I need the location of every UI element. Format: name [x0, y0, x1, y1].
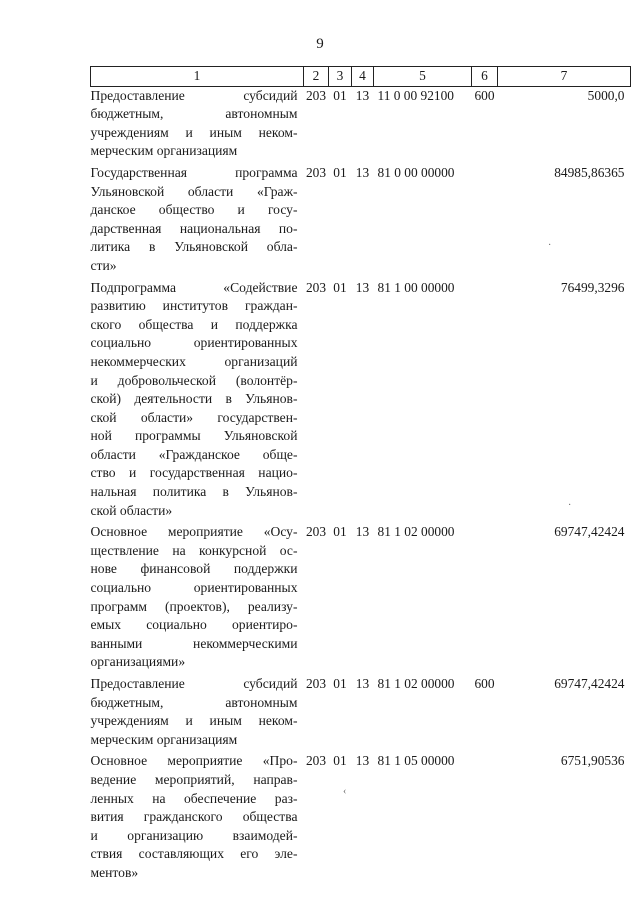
column-header-5: 5 [374, 67, 472, 87]
column-header-2: 2 [304, 67, 329, 87]
row-description [91, 164, 304, 279]
row-description [91, 86, 304, 164]
section-code: 01 [333, 87, 347, 103]
description-line: вития гражданского общества [90, 809, 298, 825]
target-article-code: 11 0 00 92100 [377, 87, 454, 103]
amount: 6751,90536 [560, 753, 625, 769]
amount: 69747,42424 [554, 524, 625, 540]
budget-table [90, 66, 631, 886]
description-line: учреждениям и иным неком- [90, 124, 298, 140]
scan-artifact: · [548, 240, 552, 251]
column-header-7: 7 [498, 67, 631, 87]
description-line: ской) деятельности в Ульянов- [90, 391, 298, 407]
description-line: ство и государственная нацио- [90, 465, 298, 481]
section-code: 01 [333, 753, 347, 769]
column-header-4: 4 [352, 67, 374, 87]
amount: 76499,3296 [560, 279, 625, 295]
description-line: ванными некоммерческими [90, 635, 298, 651]
expense-type-code [472, 279, 498, 524]
description-line: развитию институтов граждан- [90, 298, 298, 314]
description-line: мерческим организациям [90, 731, 238, 747]
description-line: бюджетным, автономным [90, 694, 298, 710]
description-line: Предоставление субсидий [90, 87, 298, 103]
description-line: ской области» государствен- [90, 409, 298, 425]
description-line: ствия составляющих его эле- [90, 846, 298, 862]
target-article-code: 81 1 02 00000 [377, 676, 455, 691]
expense-type-code [472, 164, 498, 279]
target-article-code: 81 0 00 00000 [377, 164, 455, 180]
table-row [91, 675, 631, 752]
description-line: ленных на обеспечение раз- [90, 790, 298, 806]
table-row [91, 164, 631, 279]
target-article-code: 81 1 05 00000 [377, 753, 455, 769]
description-line: емых социально ориентиро- [90, 617, 298, 633]
description-line: ского общества и поддержка [90, 316, 298, 332]
description-line: социально ориентированных [90, 580, 298, 596]
subsection-code: 13 [355, 279, 370, 295]
subsection-code: 13 [355, 753, 370, 769]
row-description [91, 279, 304, 524]
description-line: дарственная национальная по- [90, 220, 298, 236]
description-line: ществление на конкурсной ос- [90, 542, 298, 558]
expense-type-code [472, 752, 498, 885]
description-line: и добровольческой (волонтёр- [90, 372, 298, 388]
table-body [91, 86, 631, 885]
description-line: ной программы Ульяновской [90, 428, 298, 444]
amount: 84985,86365 [554, 164, 625, 180]
subsection-code: 13 [355, 524, 370, 540]
description-line: ведение мероприятий, направ- [90, 771, 298, 787]
description-line: Предоставление субсидий [90, 676, 298, 691]
description-line: учреждениям и иным неком- [90, 713, 298, 729]
expense-type-code: 600 [474, 87, 495, 103]
description-line: области «Гражданское обще- [90, 446, 298, 462]
table-row [91, 86, 631, 164]
ministry-code: 203 [305, 524, 327, 540]
header-row [91, 67, 631, 87]
ministry-code: 203 [305, 676, 327, 691]
section-code: 01 [333, 524, 347, 540]
description-line: программ (проектов), реализу- [90, 598, 298, 614]
column-header-6: 6 [472, 67, 498, 87]
description-line: ментов» [90, 864, 139, 880]
column-header-3: 3 [329, 67, 352, 87]
description-line: организациями» [90, 654, 186, 670]
row-description [91, 752, 304, 885]
description-line: и организацию взаимодей- [90, 827, 298, 843]
table-row [91, 279, 631, 524]
amount: 5000,0 [587, 87, 625, 103]
amount: 69747,42424 [554, 676, 625, 691]
page-number: 9 [316, 36, 324, 52]
ministry-code: 203 [305, 279, 327, 295]
row-description [91, 523, 304, 675]
section-code: 01 [333, 164, 347, 180]
description-line: литика в Ульяновской обла- [90, 239, 298, 255]
target-article-code: 81 1 00 00000 [377, 279, 455, 295]
description-line: Основное мероприятие «Осу- [90, 524, 298, 540]
row-description [91, 675, 304, 752]
column-header-1: 1 [91, 67, 304, 87]
description-line: данское общество и госу- [90, 202, 298, 218]
scan-artifact: ‹ [343, 786, 347, 797]
description-line: нове финансовой поддержки [90, 561, 298, 577]
scan-artifact: · [568, 500, 572, 511]
ministry-code: 203 [305, 87, 327, 103]
description-line: Государственная программа [90, 164, 298, 180]
table-header [91, 67, 631, 87]
description-line: мерческим организациям [90, 143, 238, 159]
expense-type-code: 600 [474, 676, 495, 691]
description-line: социально ориентированных [90, 335, 298, 351]
section-code: 01 [333, 279, 347, 295]
description-line: сти» [90, 257, 117, 273]
subsection-code: 13 [355, 676, 370, 691]
table-row [91, 523, 631, 675]
ministry-code: 203 [305, 753, 327, 769]
description-line: ской области» [90, 502, 173, 518]
description-line: Подпрограмма «Содействие [90, 279, 298, 295]
description-line: Ульяновской области «Граж- [90, 183, 298, 199]
description-line: некоммерческих организаций [90, 353, 298, 369]
section-code: 01 [333, 676, 347, 691]
subsection-code: 13 [355, 164, 370, 180]
ministry-code: 203 [305, 164, 327, 180]
description-line: бюджетным, автономным [90, 106, 298, 122]
table-row [91, 752, 631, 885]
description-line: нальная политика в Ульянов- [90, 484, 298, 500]
target-article-code: 81 1 02 00000 [377, 524, 455, 540]
subsection-code: 13 [355, 87, 370, 103]
description-line: Основное мероприятие «Про- [90, 753, 298, 769]
expense-type-code [472, 523, 498, 675]
